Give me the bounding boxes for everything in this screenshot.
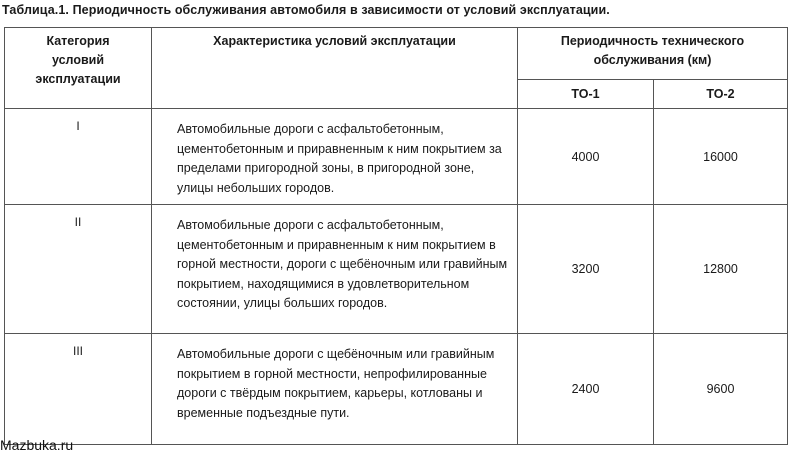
- table-row: [5, 109, 788, 205]
- table-row: [5, 205, 788, 334]
- row-to1: 3200: [518, 205, 654, 334]
- row-description: Автомобильные дороги с асфальтобетонным, цементобетонным и приравненным к ним покрытием за пределами пригородной зоны, в пригородной зоне, улицы небольших городов.: [152, 109, 518, 205]
- row-to2: 12800: [654, 205, 788, 334]
- row-description: Автомобильные дороги с щебёночным или гравийным покрытием в горной местности, непрофилированные дороги с твёрдым покрытием, карьеры, котлованы и временные подъездные пути.: [152, 334, 518, 445]
- table-caption: Таблица.1. Периодичность обслуживания автомобиля в зависимости от условий эксплуатации.: [2, 3, 610, 17]
- header-category: [5, 28, 152, 109]
- header-to1: ТО-1: [518, 80, 654, 109]
- row-category: III: [5, 334, 152, 445]
- row-to1: 4000: [518, 109, 654, 205]
- row-description: Автомобильные дороги с асфальтобетонным, цементобетонным и приравненным к ним покрытием в горной местности, дороги с щебёночным или гравийным покрытием, находящимися в удовлетворительном состоянии, улицы больших городов.: [152, 205, 518, 334]
- row-to2: 16000: [654, 109, 788, 205]
- row-to1: 2400: [518, 334, 654, 445]
- header-periodicity: [518, 28, 788, 80]
- maintenance-table: [4, 27, 788, 445]
- row-category: II: [5, 205, 152, 334]
- header-characteristic-label: Характеристика условий эксплуатации: [213, 34, 456, 48]
- row-to2: 9600: [654, 334, 788, 445]
- watermark: Mazbuka.ru: [0, 437, 74, 453]
- header-category-label: Категория условий эксплуатации: [35, 34, 121, 86]
- header-to2: ТО-2: [654, 80, 788, 109]
- row-category: I: [5, 109, 152, 205]
- header-row: [5, 28, 788, 80]
- header-periodicity-label: Периодичность технического обслуживания (км): [560, 34, 745, 67]
- header-characteristic: [152, 28, 518, 109]
- table-row: [5, 334, 788, 445]
